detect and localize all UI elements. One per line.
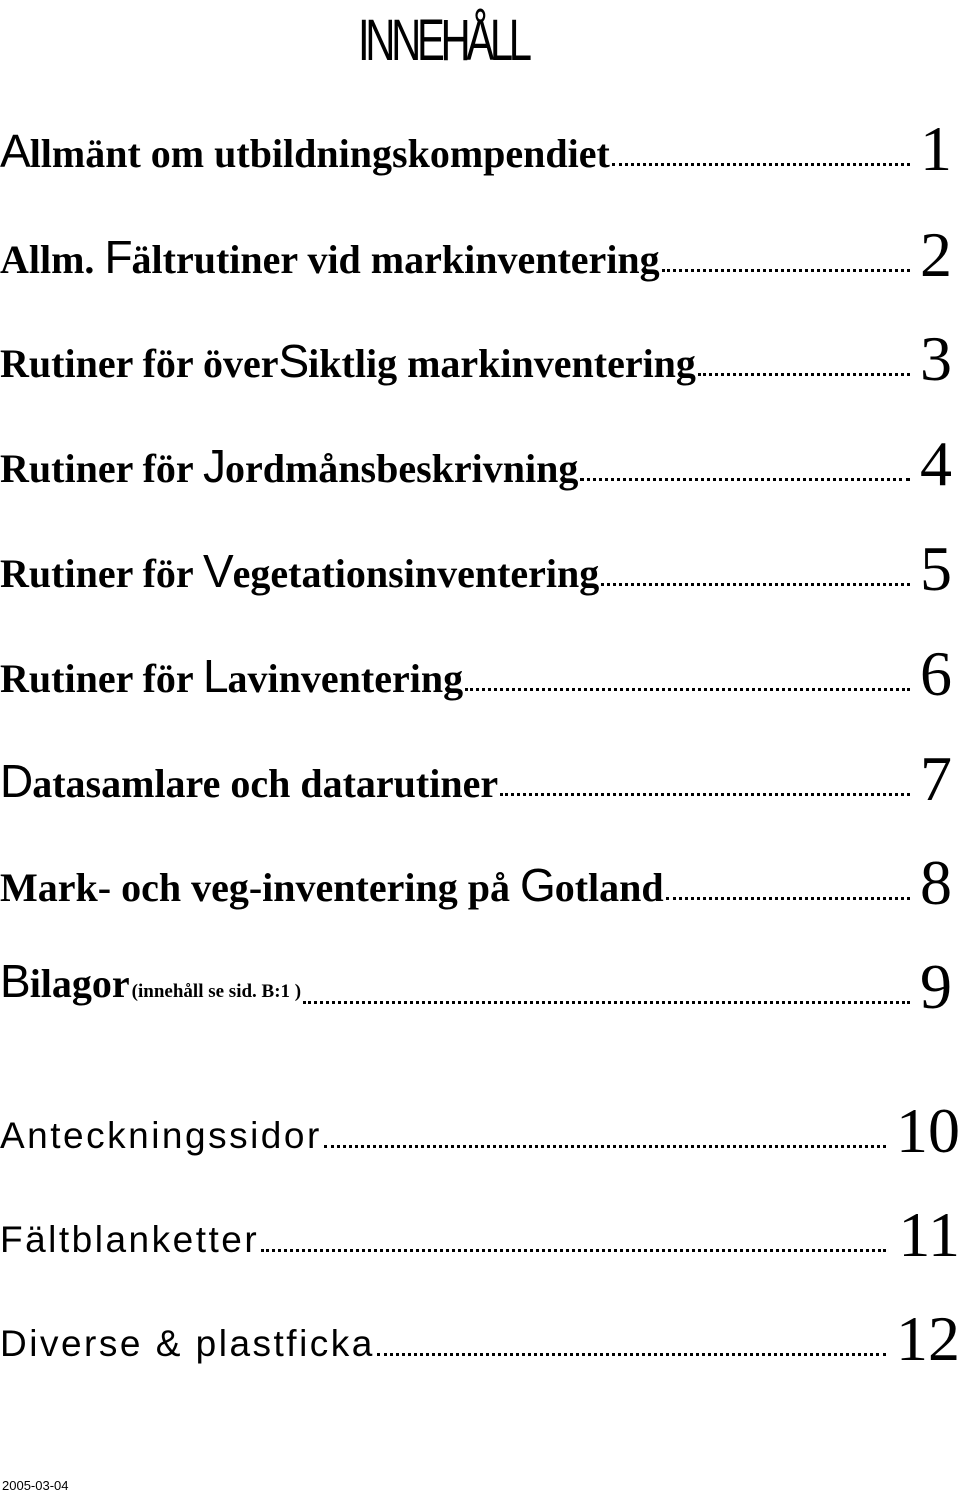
initial-letter: B: [0, 955, 26, 1007]
dot-leader: [666, 897, 910, 900]
label-text: egetationsinventering: [232, 551, 600, 596]
toc-entry-4[interactable]: [0, 425, 960, 497]
initial-letter: A: [0, 125, 26, 177]
initial-letter: F: [104, 231, 128, 283]
label-text: ilagor: [29, 961, 130, 1006]
dot-leader: [500, 793, 910, 796]
toc-section-11[interactable]: [0, 1196, 960, 1268]
page-number: 10: [896, 1095, 960, 1166]
toc-entry-3[interactable]: [0, 320, 960, 392]
toc-entry-8[interactable]: [0, 844, 960, 916]
label-text: ältrutiner vid markinventering: [131, 237, 660, 282]
label-prefix: Rutiner för över: [0, 341, 279, 386]
toc-section-12[interactable]: [0, 1300, 960, 1372]
toc-entry-2[interactable]: [0, 216, 960, 288]
page-number: 6: [920, 638, 952, 709]
toc-entry-label: [0, 955, 302, 1020]
toc-entry-7[interactable]: [0, 740, 960, 812]
label-text: iktlig markinventering: [308, 341, 696, 386]
initial-letter: G: [519, 859, 551, 911]
initial-letter: S: [278, 335, 305, 387]
dot-leader: [580, 478, 910, 481]
page-number: 1: [920, 113, 952, 184]
page-number: 4: [920, 428, 952, 499]
toc-section-label: Diverse & plastficka: [0, 1323, 375, 1364]
toc-entry-6[interactable]: [0, 635, 960, 707]
dot-leader: [324, 1145, 886, 1148]
toc-entry-label: [0, 231, 660, 288]
label-prefix: Rutiner för: [0, 446, 203, 491]
toc-section-10[interactable]: [0, 1092, 960, 1164]
page-number: 9: [920, 951, 952, 1022]
dot-leader: [261, 1249, 886, 1252]
dot-leader: [662, 269, 910, 272]
toc-entry-label: [0, 755, 499, 812]
dot-leader: [465, 688, 910, 691]
label-text: avinventering: [227, 656, 464, 701]
toc-entry-label: [0, 650, 464, 707]
label-text: atasamlare och datarutiner: [32, 761, 499, 806]
label-note: (innehåll se sid. B:1 ): [131, 981, 302, 1002]
page-number: 3: [920, 323, 952, 394]
toc-entry-9[interactable]: [0, 948, 960, 1020]
toc-section-label: Fältblanketter: [0, 1219, 260, 1260]
page-number: 7: [920, 743, 952, 814]
initial-letter: J: [202, 440, 221, 492]
toc-entry-1[interactable]: [0, 110, 960, 182]
initial-letter: L: [202, 650, 224, 702]
initial-letter: D: [0, 755, 29, 807]
dot-leader: [601, 583, 910, 586]
dot-leader: [612, 163, 910, 166]
page-number: 2: [920, 219, 952, 290]
page-number: 5: [920, 533, 952, 604]
label-prefix: Mark- och veg-inventering på: [0, 865, 520, 910]
toc-entry-label: [0, 545, 600, 602]
page-number: 8: [920, 847, 952, 918]
label-prefix: Allm.: [0, 237, 105, 282]
toc-entry-label: [0, 440, 579, 497]
label-prefix: Rutiner för: [0, 551, 203, 596]
initial-letter: V: [202, 545, 229, 597]
toc-entry-label: [0, 859, 664, 916]
footer-date: 2005-03-04: [2, 1478, 69, 1493]
toc-entry-label: [0, 125, 610, 182]
label-text: ordmånsbeskrivning: [224, 446, 579, 491]
page-title: INNEHÅLL: [358, 8, 528, 73]
label-prefix: Rutiner för: [0, 656, 203, 701]
page-number: 12: [896, 1303, 960, 1374]
toc-entry-5[interactable]: [0, 530, 960, 602]
page-number: 11: [898, 1199, 960, 1270]
label-text: otland: [554, 865, 664, 910]
toc-section-label: Anteckningssidor: [0, 1115, 322, 1156]
toc-entry-label: [0, 335, 696, 392]
dot-leader: [303, 1001, 910, 1004]
dot-leader: [698, 373, 910, 376]
dot-leader: [377, 1353, 886, 1356]
label-text: llmänt om utbildningskompendiet: [29, 131, 610, 176]
